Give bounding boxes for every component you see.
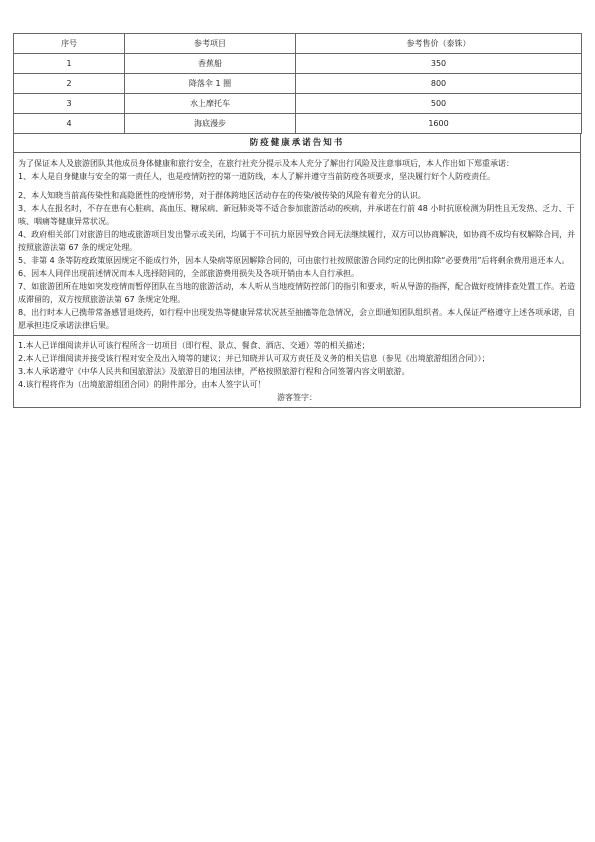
ack-item-4: 4.该行程将作为（出境旅游组团合同）的附件部分，由本人签字认可！ <box>18 380 266 389</box>
cell-item: 降落伞 1 圈 <box>125 74 296 94</box>
cell-price: 500 <box>296 94 582 114</box>
table-row <box>14 94 582 114</box>
ack-item-3: 3.本人承诺遵守《中华人民共和国旅游法》及旅游目的地国法律，严格按照旅游行程和合同签署内容文明旅游。 <box>18 367 410 376</box>
table-row <box>14 74 582 94</box>
header-index: 序号 <box>14 34 125 54</box>
header-item: 参考项目 <box>125 34 296 54</box>
document <box>13 33 581 408</box>
cell-item: 海底漫步 <box>125 114 296 134</box>
notice-clause-4: 4、政府相关部门对旅游目的地或旅游项目发出警示或关闭，均属于不可抗力原因导致合同无法继续履行，双方可以协商解决，如协商不成均有权解除合同，并按照旅游法第 67 条的规定处理。 <box>18 230 576 252</box>
ack-item-2: 2.本人已详细阅读并接受该行程对安全及出入境等的建议；并已知晓并认可双方责任及义务的相关信息（参见《出境旅游组团合同》）； <box>18 354 490 363</box>
notice-clause-6: 6、因本人同伴出现前述情况而本人选择陪同的，全部旅游费用损失及各项开销由本人自行承担。 <box>18 269 360 278</box>
price-table <box>13 33 582 134</box>
notice-clause-2: 2、本人知晓当前高传染性和高隐匿性的疫情形势，对于群体跨地区活动存在的传染/被传染的风险有着充分的认识。 <box>18 191 426 200</box>
ack-item-1: 1.本人已详细阅读并认可该行程所含一切项目（即行程、景点、餐食、酒店、交通）等的相关描述； <box>18 341 370 350</box>
table-header-row <box>14 34 582 54</box>
notice-clause-3: 3、本人在报名时，不存在患有心脏病、高血压、糖尿病、新冠肺炎等不适合参加旅游活动的疾病，并承诺在行前 48 小时抗原检测为阴性且无发热、乏力、干咳、咽痛等健康异常状况。 <box>18 204 575 226</box>
cell-index: 2 <box>14 74 125 94</box>
header-price: 参考售价（泰铢） <box>296 34 582 54</box>
notice-body <box>14 153 580 335</box>
cell-index: 1 <box>14 54 125 74</box>
cell-price: 800 <box>296 74 582 94</box>
cell-index: 3 <box>14 94 125 114</box>
acknowledgement-section <box>14 335 580 407</box>
table-row <box>14 114 582 134</box>
notice-clause-1: 1、本人是自身健康与安全的第一责任人，也是疫情防控的第一道防线，本人了解并遵守当前防疫各项要求，坚决履行好个人防疫责任。 <box>18 172 496 181</box>
cell-item: 水上摩托车 <box>125 94 296 114</box>
notice-clause-5: 5、非第 4 条等防疫政策原因规定不能成行外，因本人染病等原因解除合同的，可由旅行社按照旅游合同约定的比例扣除“必要费用”后将剩余费用退还本人。 <box>18 256 570 265</box>
signature-label: 游客签字： <box>277 393 317 402</box>
cell-price: 350 <box>296 54 582 74</box>
notice-intro: 为了保证本人及旅游团队其他成员身体健康和旅行安全，在旅行社充分提示及本人充分了解出行风险及注意事项后，本人作出如下郑重承诺： <box>18 159 514 168</box>
table-row <box>14 54 582 74</box>
notice-section <box>13 134 581 408</box>
cell-item: 香蕉船 <box>125 54 296 74</box>
notice-clause-7: 7、如旅游团所在地如突发疫情而暂停团队在当地的旅游活动，本人听从当地疫情防控部门的指引和要求，听从导游的指挥，配合做好疫情排查处置工作。若造成滞留的，双方按照旅游法第 67 条规定处理。 <box>18 282 576 304</box>
notice-clause-8: 8、出行时本人已携带常备感冒退烧药，如行程中出现发热等健康异常状况甚至抽搐等危急情况，会立即通知团队组织者。本人保证严格遵守上述各项承诺，自愿承担违反承诺法律后果。 <box>18 308 576 330</box>
cell-index: 4 <box>14 114 125 134</box>
notice-title: 防疫健康承诺告知书 <box>14 134 580 153</box>
cell-price: 1600 <box>296 114 582 134</box>
